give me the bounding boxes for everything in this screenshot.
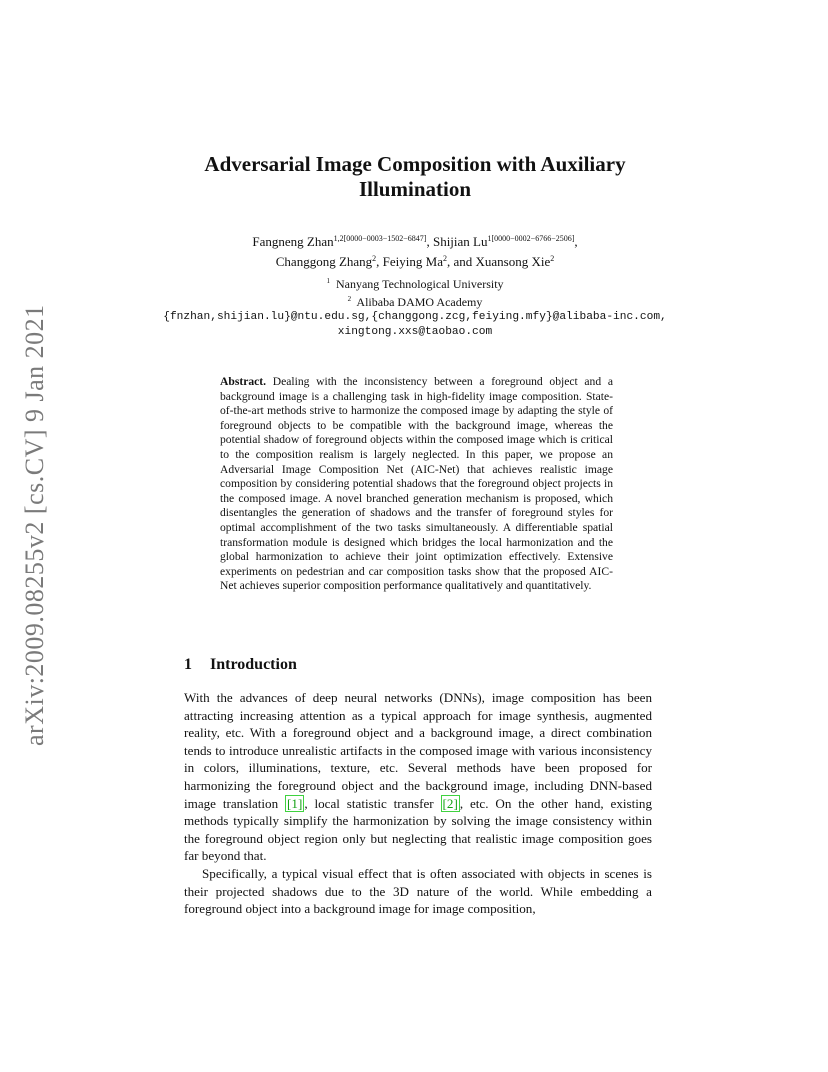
email-line-1: {fnzhan,shijian.lu}@ntu.edu.sg,{changgong.zcg,feiying.mfy}@alibaba-inc.com, (163, 311, 667, 323)
author-name: Fangneng Zhan (252, 234, 334, 249)
section-heading (184, 656, 297, 674)
section-number: 1 (184, 656, 192, 673)
author-affiliation: 2 (442, 254, 447, 263)
author-affiliation-orcid: 1[0000−0002−6766−2506] (487, 234, 575, 243)
email-line-2: xingtong.xxs@taobao.com (337, 326, 493, 338)
affiliation-1: $^1$ Nanyang Technological University (326, 277, 504, 291)
citation-link[interactable]: [2] (442, 795, 458, 811)
abstract-label: Abstract. (220, 375, 267, 388)
paragraph: With the advances of deep neural networks (DNNs), image composition has been attracting increasing attention as a typical approach for image synthesis, augmented reality, etc. With a foreground object and a background image, a direct combination tends to introduce unrealistic artifacts in the composed image with various inconsistency in colors, illuminations, texture, etc. Several methods have been proposed for harmonizing the foreground object and the background image, including DNN-based image translation [1] , local statistic transfer [2] , etc. On the other hand, existing methods typically simplify the harmonization by solving the image consistency within the foreground object region only but neglecting that realistic image composition goes far beyond that. (184, 690, 652, 864)
author-affiliation: 2 (372, 254, 377, 263)
arxiv-identifier: arXiv:2009.08255v2 [cs.CV] 9 Jan 2021 (20, 304, 49, 746)
author-name: Shijian Lu (432, 234, 488, 249)
author-affiliation: 2 (550, 254, 555, 263)
section-title: Introduction (210, 656, 297, 673)
affiliation-2: $^2$ Alibaba DAMO Academy (347, 295, 483, 309)
author-line-1: Fangneng Zhan$^{1,2[0000-0003-1502-6847]}$, Shijian $Lu^{1[0000-0002-6766-2506]}$, (252, 234, 578, 249)
author-list (120, 230, 710, 270)
introduction-body (184, 689, 652, 918)
affiliations (120, 274, 710, 340)
abstract-text: Dealing with the inconsistency between a foreground object and a background image is a challenging task in high-fidelity image composition. State-of-the-art methods strive to harmonize the composed image by adapting the style of foreground objects to be compatible with the background image, whereas the potential shadow of foreground objects within the composed image which is critical to the composition realism is largely neglected. In this paper, we propose an Adversarial Image Composition Net (AIC-Net) that achieves realistic image composition by considering potential shadows that the foreground object projects in the composed image. A novel branched generation mechanism is proposed, which disentangles the generation of shadows and the transfer of foreground styles for optimal accomplishment of the two tasks simultaneously. A differentiable spatial transformation module is designed which bridges the local harmonization and the global harmonization to achieve their joint optimization effectively. Extensive experiments on pedestrian and car composition tasks show that the proposed AIC-Net achieves superior composition performance qualitatively and quantitatively. (220, 375, 613, 593)
author-name: Xuansong Xie (475, 254, 551, 269)
paragraph: Specifically, a typical visual effect that is often associated with objects in scenes is their projected shadows due to the 3D nature of the world. While embedding a foreground object into a background image for image composition, (184, 865, 652, 917)
paper-title (120, 152, 710, 202)
title-line-1: Adversarial Image Composition with Auxiliary (204, 152, 626, 176)
abstract (220, 375, 613, 594)
citation-link[interactable]: [1] (287, 795, 303, 811)
author-name: Changgong Zhang (275, 254, 373, 269)
author-line-2: Changgong Zhang$^2$, Feiying Ma$^2$, and Xuansong Xie$^2$ (275, 254, 555, 269)
author-affiliation-orcid: 1,2[0000−0003−1502−6847] (333, 234, 427, 243)
title-line-2: Illumination (358, 177, 472, 201)
author-name: Feiying Ma (382, 254, 443, 269)
